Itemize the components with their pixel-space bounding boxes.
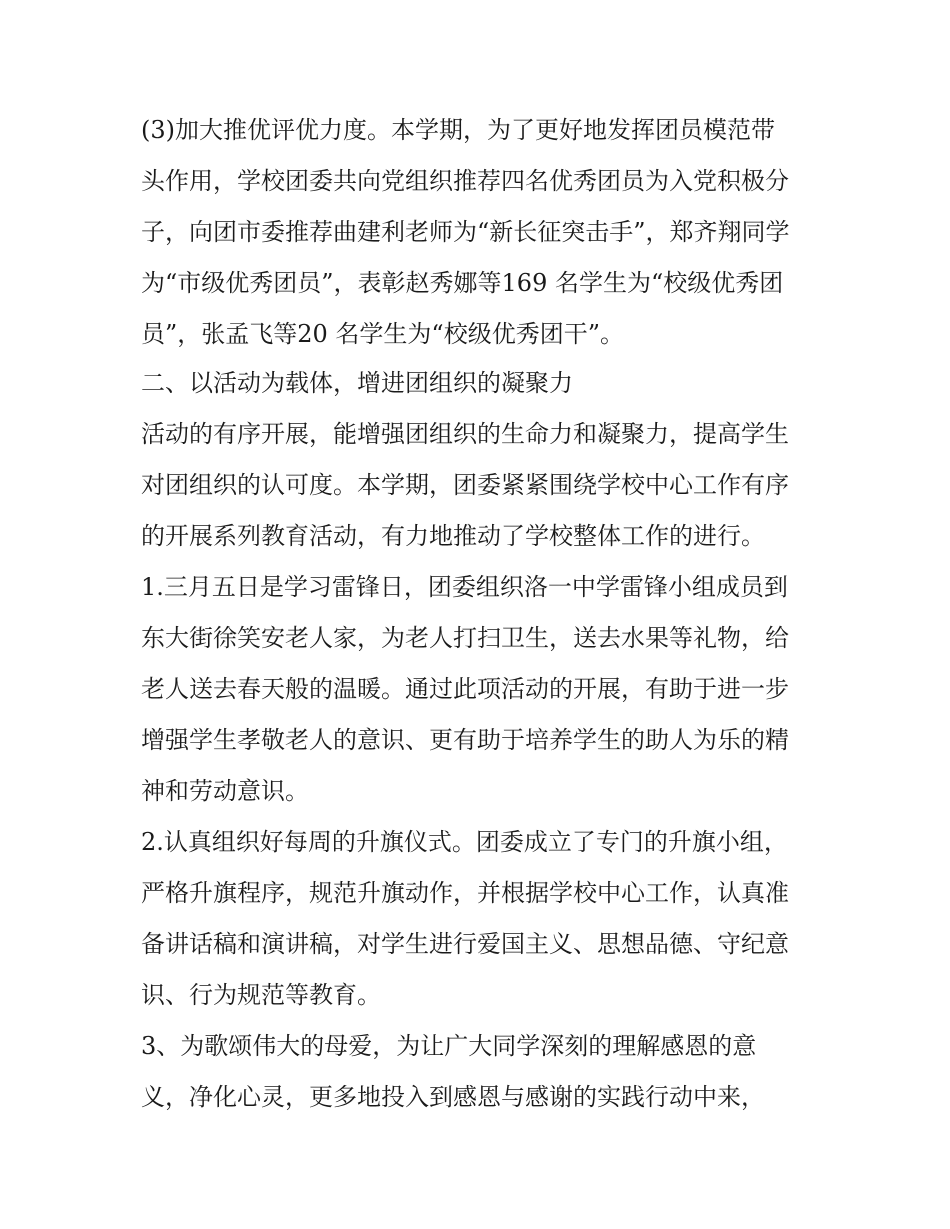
- text-line-15: 2.认真组织好每周的升旗仪式。团委成立了专门的升旗小组，: [141, 828, 788, 856]
- text-line-12: 老人送去春天般的温暖。通过此项活动的开展，有助于进一步: [141, 675, 789, 703]
- text-line-4: 为“市级优秀团员”，表彰赵秀娜等169 名学生为“校级优秀团: [141, 269, 784, 297]
- text-line-17: 备讲话稿和演讲稿，对学生进行爱国主义、思想品德、守纪意: [141, 930, 789, 958]
- text-line-9: 的开展系列教育活动，有力地推动了学校整体工作的进行。: [141, 522, 765, 550]
- text-line-13: 增强学生孝敬老人的意识、更有助于培养学生的助人为乐的精: [141, 726, 789, 754]
- text-line-8: 对团组织的认可度。本学期，团委紧紧围绕学校中心工作有序: [141, 471, 789, 499]
- text-line-18: 识、行为规范等教育。: [141, 981, 381, 1009]
- text-line-2: 头作用，学校团委共向党组织推荐四名优秀团员为入党积极分: [141, 167, 789, 195]
- text-line-19: 3、为歌颂伟大的母爱，为让广大同学深刻的理解感恩的意: [141, 1032, 757, 1060]
- text-line-10: 1.三月五日是学习雷锋日，团委组织洛一中学雷锋小组成员到: [141, 573, 788, 601]
- text-line-14: 神和劳动意识。: [141, 777, 309, 805]
- text-line-3: 子，向团市委推荐曲建利老师为“新长征突击手”，郑齐翔同学: [141, 218, 790, 246]
- text-line-11: 东大街徐笑安老人家，为老人打扫卫生，送去水果等礼物，给: [141, 624, 789, 652]
- text-line-7: 活动的有序开展，能增强团组织的生命力和凝聚力，提高学生: [141, 420, 789, 448]
- text-line-16: 严格升旗程序，规范升旗动作，并根据学校中心工作，认真准: [141, 879, 789, 907]
- section-heading: 二、以活动为载体，增进团组织的凝聚力: [141, 369, 573, 397]
- text-line-5: 员”，张孟飞等20 名学生为“校级优秀团干”。: [141, 320, 624, 348]
- text-line-1: (3)加大推优评优力度。本学期，为了更好地发挥团员模范带: [141, 116, 775, 144]
- text-line-20: 义，净化心灵，更多地投入到感恩与感谢的实践行动中来，: [141, 1083, 765, 1111]
